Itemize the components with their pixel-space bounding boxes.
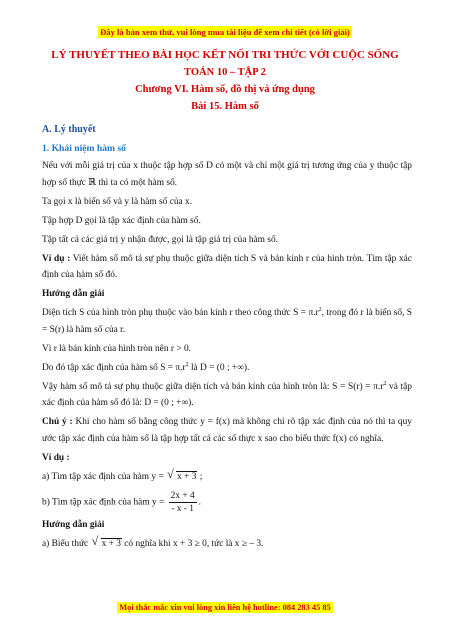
s4-text-a: Vậy hàm số mô tả sự phụ thuộc giữa diện tích và bán kính của hình tròn là: S = S(r) = π.r bbox=[42, 381, 384, 392]
series-title: LÝ THUYẾT THEO BÀI HỌC KẾT NỐI TRI THỨC VỚI CUỘC SỐNG bbox=[51, 49, 399, 61]
solution-2-heading: Hướng dẫn giải bbox=[42, 519, 105, 530]
definition-paragraph: Nếu với mỗi giá trị của x thuộc tập hợp số D có một và chỉ một giá trị tương ứng của y thuộc tập hợp số thực ℝ thì ta có một hàm số. bbox=[42, 161, 412, 188]
example-1-text: Viết hàm số mô tả sự phụ thuộc giữa diện tích S và bán kính r của hình tròn. Tìm tập xác định của hàm số đó. bbox=[42, 253, 412, 281]
document-body bbox=[42, 122, 412, 555]
s1-text-a: Diện tích S của hình tròn phụ thuộc vào bán kính r theo công thức S = π.r bbox=[42, 308, 319, 319]
variable-paragraph: Ta gọi x là biến số và y là hàm số của x. bbox=[42, 196, 193, 207]
example-2b-text: b) Tìm tập xác định của hàm y = bbox=[42, 497, 167, 508]
solution-1-line-1 bbox=[42, 305, 412, 338]
s1-text-b: , trong đó r là biến số, S = S(r) là hàm số của r. bbox=[42, 308, 413, 335]
answer-2a-text: a) Biểu thức bbox=[42, 538, 91, 549]
answer-2a-end: có nghĩa khi x + 3 ≥ 0, tức là x ≥ – 3. bbox=[121, 538, 264, 549]
sqrt-expression: √ x + 3 bbox=[167, 466, 197, 482]
answer-radicand: x + 3 bbox=[101, 538, 121, 549]
hotline-footer bbox=[0, 597, 450, 615]
s3-sup: 2 bbox=[185, 361, 189, 368]
answer-sqrt-expression: √ x + 3 bbox=[91, 533, 121, 549]
hotline-text: Mọi thắc mắc xin vui lòng xin liên hệ hotline: 084 283 45 85 bbox=[119, 603, 331, 612]
example-1-label: Ví dụ : bbox=[42, 253, 71, 264]
solution-1-line-3 bbox=[42, 360, 412, 377]
domain-paragraph: Tập hợp D gọi là tập xác định của hàm số. bbox=[42, 215, 201, 226]
example-2-label: Ví dụ : bbox=[42, 452, 70, 463]
example-2a bbox=[42, 466, 412, 486]
note-text: Khi cho hàm số bằng công thức y = f(x) mà không chỉ rõ tập xác định của nó thì ta quy ước tập xác định của hàm số là tập hợp tất cả các số thực x sao cho biểu thức f(x) có nghĩa. bbox=[42, 417, 412, 444]
range-paragraph: Tập tất cả các giá trị y nhận được, gọi là tập giá trị của hàm số. bbox=[42, 234, 278, 245]
example-1 bbox=[42, 251, 412, 284]
s3-text-b: là D = (0 ; +∞). bbox=[188, 362, 250, 373]
section-1-heading: 1. Khái niệm hàm số bbox=[42, 142, 126, 154]
s4-text-b: và tập xác định của hàm số đó là: D = (0 ; +∞). bbox=[42, 381, 412, 409]
solution-1-heading: Hướng dẫn giải bbox=[42, 289, 105, 300]
preview-banner-text: Đây là bản xem thử, vui lòng mua tài liệu để xem chi tiết (có lời giải) bbox=[100, 27, 350, 37]
denominator: - x - 1 bbox=[169, 502, 197, 515]
note-label: Chú ý : bbox=[42, 417, 73, 428]
radicand: x + 3 bbox=[177, 471, 197, 482]
book-title: TOÁN 10 – TẬP 2 bbox=[184, 67, 266, 78]
lesson-title: Bài 15. Hàm số bbox=[191, 101, 259, 112]
title-block bbox=[0, 47, 450, 115]
s1-sup: 2 bbox=[318, 307, 322, 314]
numerator: 2x + 4 bbox=[170, 490, 195, 501]
s4-sup: 2 bbox=[383, 380, 387, 387]
example-2b-end: . bbox=[198, 497, 202, 508]
preview-banner bbox=[0, 22, 450, 40]
example-2a-text: a) Tìm tập xác định của hàm y = bbox=[42, 471, 167, 482]
chapter-title: Chương VI. Hàm số, đồ thị và ứng dụng bbox=[135, 84, 315, 95]
section-a-heading: A. Lý thuyết bbox=[42, 124, 96, 135]
solution-1-line-2: Vì r là bán kính của hình tròn nên r > 0. bbox=[42, 343, 192, 354]
s3-text-a: Do đó tập xác định của hàm số S = π.r bbox=[42, 362, 186, 373]
example-2b bbox=[42, 490, 412, 515]
note-paragraph bbox=[42, 414, 412, 447]
fraction-expression bbox=[169, 490, 197, 515]
solution-1-line-4 bbox=[42, 379, 412, 412]
answer-2a bbox=[42, 533, 412, 553]
example-2a-end: ; bbox=[197, 471, 203, 482]
